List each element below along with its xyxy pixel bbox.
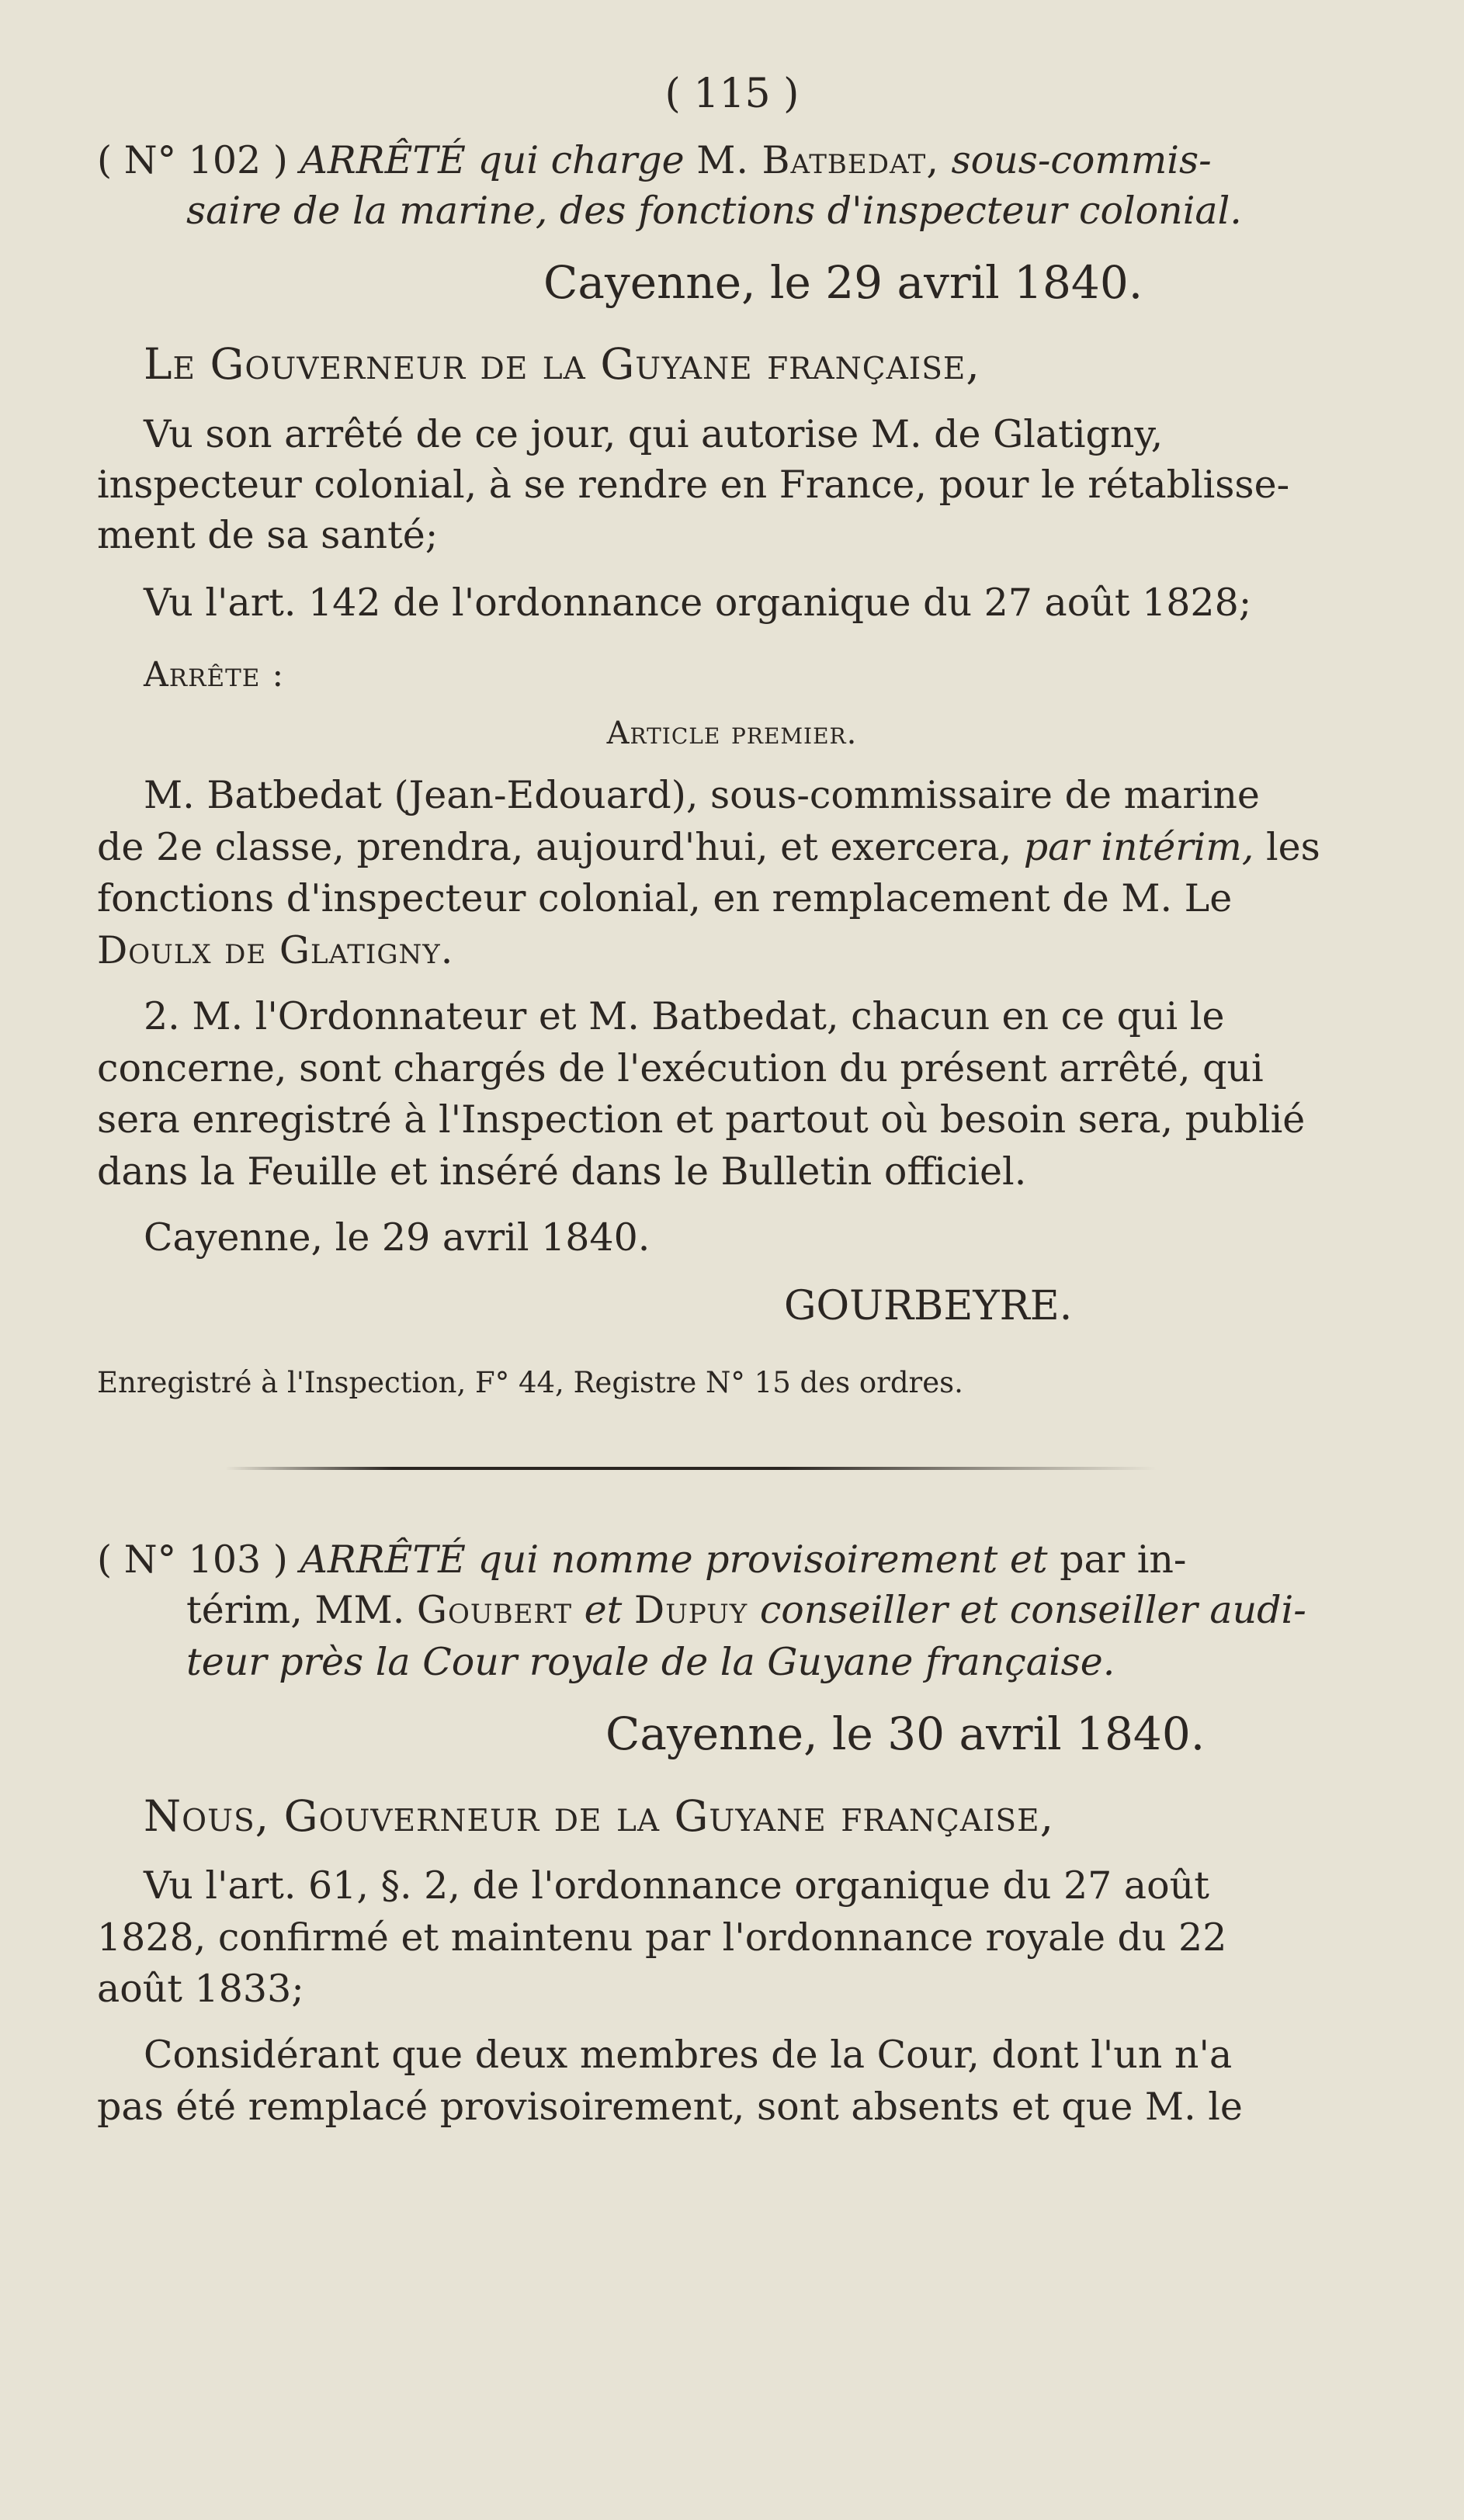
date-103: Cayenne, le 30 avril 1840.	[605, 1707, 1206, 1760]
heading-102-line1	[97, 138, 1212, 182]
page-number: ( 115 )	[664, 71, 800, 117]
heading-102-arrete: ARRÊTÉ	[300, 138, 466, 182]
vu-103-line3: août 1833;	[97, 1967, 304, 2011]
heading-103-name-dupuy: Dupuy	[633, 1588, 748, 1632]
vu-103-line1: Vu l'art. 61, §. 2, de l'ordonnance organique du 27 août	[144, 1863, 1209, 1908]
heading-102-name: M. Batbedat,	[696, 138, 939, 182]
vu1-102-line2: inspecteur colonial, à se rendre en France, pour le rétablisse-	[97, 463, 1290, 507]
heading-102-italic: qui charge	[477, 138, 685, 182]
heading-103-italic: qui nomme provisoirement et	[477, 1537, 1048, 1582]
vu1-102-line3: ment de sa santé;	[97, 513, 439, 557]
art1-102-line2	[97, 825, 1320, 869]
signature-102: GOURBEYRE.	[784, 1283, 1073, 1329]
heading-103-arrete: ARRÊTÉ	[300, 1537, 466, 1582]
vu-103-line2: 1828, confirmé et maintenu par l'ordonnance royale du 22	[97, 1915, 1227, 1960]
art1-102-line2-italic: par intérim,	[1023, 825, 1254, 869]
intro-103: Nous, Gouverneur de la Guyane française,	[144, 1791, 1055, 1841]
heading-102-number: ( N° 102 )	[97, 138, 288, 182]
art2-102-line2: concerne, sont chargés de l'exécution du présent arrêté, qui	[97, 1046, 1264, 1090]
vu2-102: Vu l'art. 142 de l'ordonnance organique du 27 août 1828;	[144, 581, 1252, 625]
arrete-word-102: Arrête :	[144, 655, 285, 695]
article-title-102: Article premier.	[606, 716, 858, 751]
heading-103-line2	[186, 1588, 1306, 1632]
registration-102: Enregistré à l'Inspection, F° 44, Registre N° 15 des ordres.	[97, 1366, 963, 1399]
art2-102-line1: 2. M. l'Ordonnateur et M. Batbedat, chacun en ce qui le	[144, 994, 1225, 1038]
heading-103-line2-et: et	[584, 1588, 623, 1632]
intro-102: Le Gouverneur de la Guyane française,	[144, 339, 980, 389]
vu1-102-line1: Vu son arrêté de ce jour, qui autorise M. de Glatigny,	[144, 412, 1164, 456]
art2-102-line4: dans la Feuille et inséré dans le Bulletin officiel.	[97, 1149, 1027, 1194]
heading-103-tail: par in-	[1060, 1537, 1187, 1582]
date-102: Cayenne, le 29 avril 1840.	[543, 256, 1143, 309]
art1-102-line2-c: les	[1265, 825, 1320, 869]
heading-103-name-goubert: Goubert	[416, 1588, 573, 1632]
considerant-103-line1: Considérant que deux membres de la Cour, dont l'un n'a	[144, 2033, 1233, 2077]
art2-102-line3: sera enregistré à l'Inspection et partout où besoin sera, publié	[97, 1097, 1306, 1142]
heading-102-line2: saire de la marine, des fonctions d'inspecteur colonial.	[186, 189, 1242, 233]
art1-102-line2-a: de 2e classe, prendra, aujourd'hui, et exercera,	[97, 825, 1012, 869]
heading-103-line3: teur près la Cour royale de la Guyane française.	[186, 1640, 1115, 1684]
heading-103-line2-a: térim, MM.	[186, 1588, 405, 1632]
heading-103-line2-e: conseiller et conseiller audi-	[759, 1588, 1306, 1632]
art1-102-line4: Doulx de Glatigny.	[97, 928, 454, 972]
art1-102-line3: fonctions d'inspecteur colonial, en remplacement de M. Le	[97, 876, 1233, 920]
heading-103-number: ( N° 103 )	[97, 1537, 288, 1582]
art1-102-line1: M. Batbedat (Jean-Edouard), sous-commissaire de marine	[144, 773, 1260, 817]
section-divider	[225, 1467, 1157, 1470]
closing-date-102: Cayenne, le 29 avril 1840.	[144, 1215, 650, 1260]
heading-102-tail: sous-commis-	[951, 138, 1212, 182]
heading-103-line1	[97, 1537, 1187, 1582]
considerant-103-line2: pas été remplacé provisoirement, sont absents et que M. le	[97, 2085, 1243, 2129]
